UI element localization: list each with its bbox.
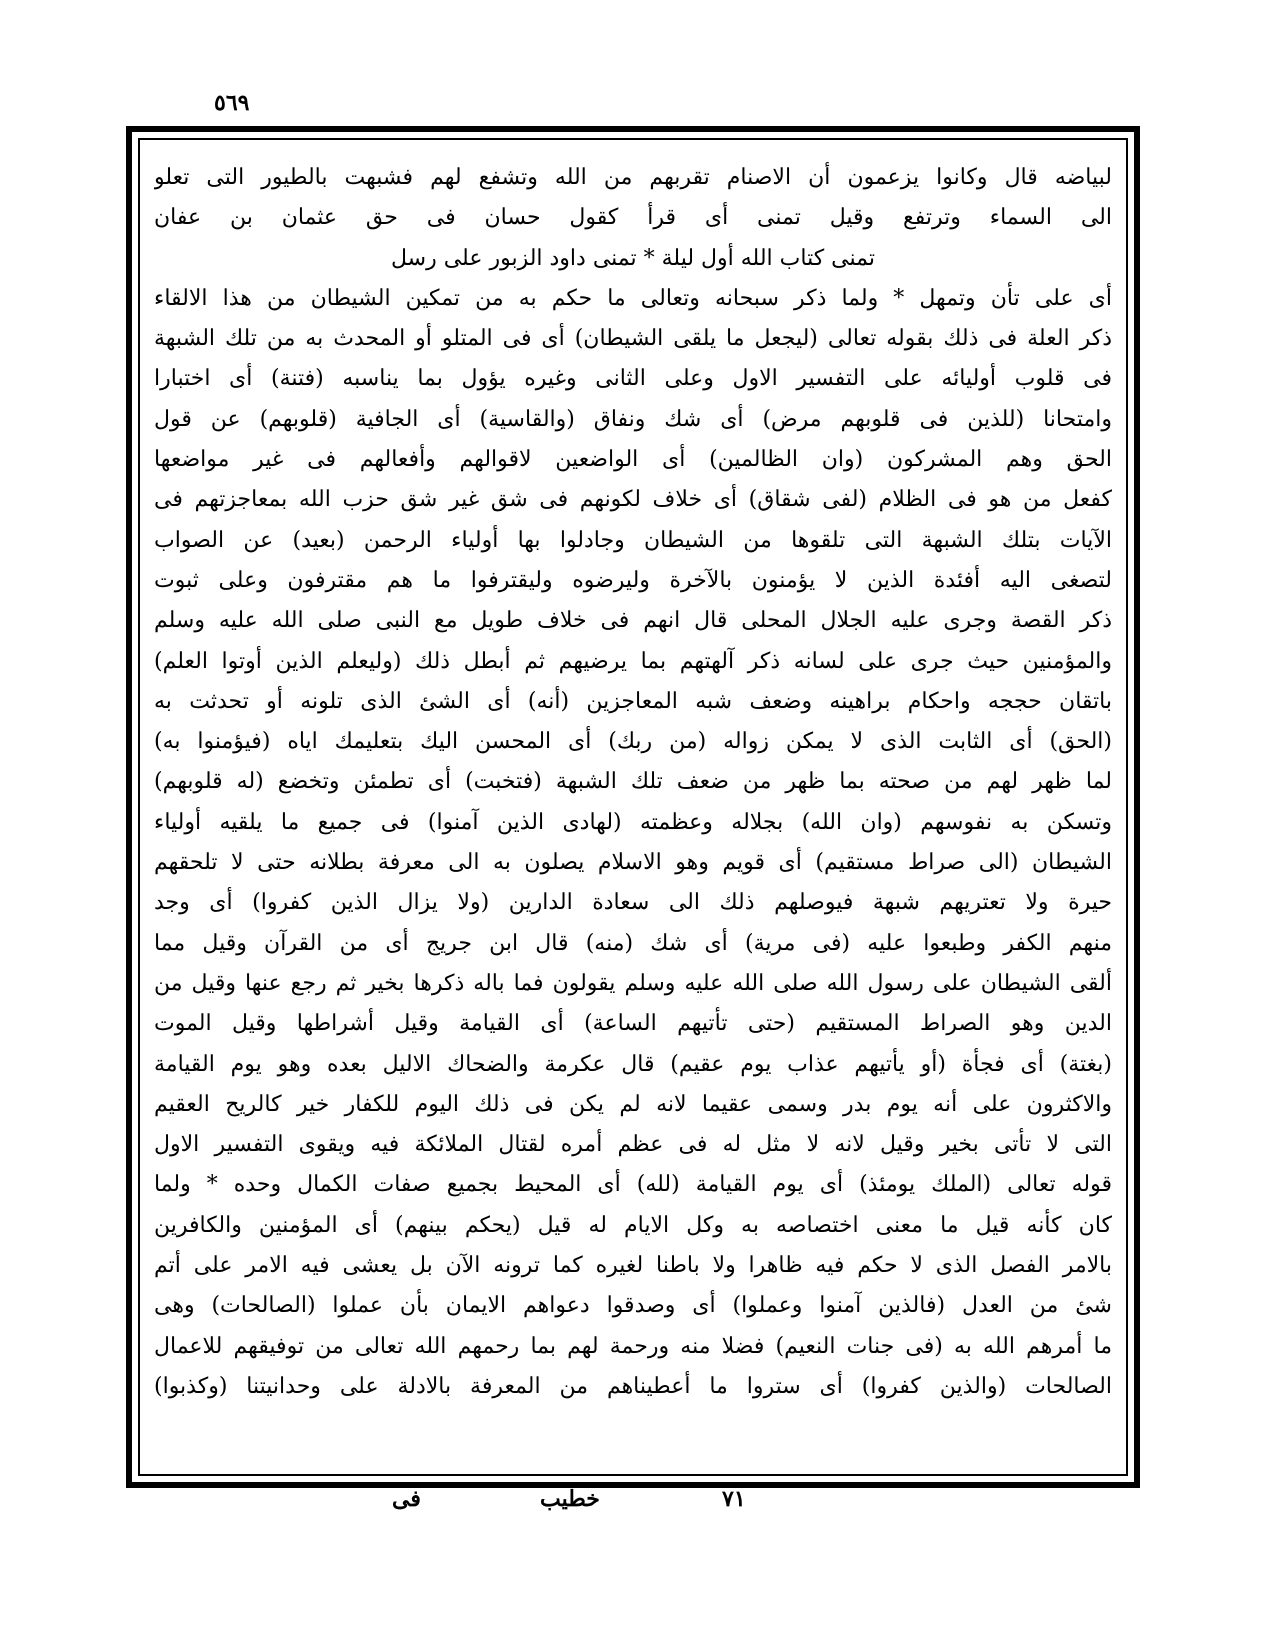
text-line: الدين وهو الصراط المستقيم (حتى تأتيهم الساعة) أى القيامة وقيل أشراطها وقيل الموت: [154, 1011, 1112, 1037]
text-line: الآيات بتلك الشبهة التى تلقوها من الشيطان وجادلوا بها أولياء الرحمن (بعيد) عن الصواب: [154, 527, 1112, 553]
text-line: بالامر الفصل الذى لا حكم فيه ظاهرا ولا باطنا لغيره كما ترونه الآن بل يعشى فيه الامر على أتم: [154, 1253, 1112, 1279]
text-line: كان كأنه قيل ما معنى اختصاصه به وكل الايام له قيل (يحكم بينهم) أى المؤمنين والكافرين: [154, 1212, 1112, 1238]
text-line: شئ من العدل (فالذين آمنوا وعملوا) أى وصدقوا دعواهم الايمان بأن عملوا (الصالحات) وهى: [154, 1293, 1112, 1319]
footer-signature-left: فى: [392, 1486, 421, 1512]
text-line: قوله تعالى (الملك يومئذ) أى يوم القيامة (لله) أى المحيط بجميع صفات الكمال وحده * ولما: [154, 1172, 1112, 1198]
text-line: لتصغى اليه أفئدة الذين لا يؤمنون بالآخرة وليرضوه وليقترفوا ما هم مقترفون وعلى ثبوت: [154, 567, 1112, 593]
text-line: وتسكن به نفوسهم (وان الله) بجلاله وعظمته (لهادى الذين آمنوا) فى جميع ما يلقيه أولياء: [154, 809, 1112, 835]
text-line: ما أمرهم الله به (فى جنات النعيم) فضلا منه ورحمة لهم بما رحمهم الله تعالى من توفيقهم للاعمال: [154, 1333, 1112, 1359]
body-text: [154, 158, 1112, 1464]
text-line: أى على تأن وتمهل * ولما ذكر سبحانه وتعالى ما حكم به من تمكين الشيطان من هذا الالقاء: [154, 285, 1112, 311]
text-line: كفعل من هو فى الظلام (لفى شقاق) أى خلاف لكونهم فى شق غير شق حزب الله بمعاجزتهم فى: [154, 487, 1112, 513]
text-line: ألقى الشيطان على رسول الله صلى الله عليه وسلم يقولون فما باله ذكرها بخير ثم رجع عنها وقيل من: [154, 970, 1112, 996]
page-frame: [126, 126, 1140, 1488]
text-line: وامتحانا (للذين فى قلوبهم مرض) أى شك ونفاق (والقاسية) أى الجافية (قلوبهم) عن قول: [154, 406, 1112, 432]
text-line: والمؤمنين حيث جرى على لسانه ذكر آلهتهم بما يرضيهم ثم أبطل ذلك (وليعلم الذين أوتوا العلم): [154, 648, 1112, 674]
text-line: لما ظهر لهم من صحته بما ظهر من ضعف تلك الشبهة (فتخبت) أى تطمئن وتخضع (له قلوبهم): [154, 769, 1112, 795]
text-line: لبياضه قال وكانوا يزعمون أن الاصنام تقربهم من الله وتشفع لهم فشبهت بالطيور التى تعلو: [154, 165, 1112, 190]
text-line: الى السماء وترتفع وقيل تمنى أى قرأ كقول حسان فى حق عثمان بن عفان: [154, 205, 1112, 231]
text-line: التى لا تأتى بخير وقيل لانه لا مثل له فى عظم أمره لقتال الملائكة فيه ويقوى التفسير الاول: [154, 1132, 1112, 1158]
footer-sheet-number: ٧١: [722, 1486, 746, 1512]
text-line: حيرة ولا تعتريهم شبهة فيوصلهم ذلك الى سعادة الدارين (ولا يزال الذين كفروا) أى وجد: [154, 890, 1112, 916]
text-line: (الحق) أى الثابت الذى لا يمكن زواله (من ربك) أى المحسن اليك بتعليمك اياه (فيؤمنوا به): [154, 729, 1112, 755]
footer-signature-title: خطيب: [540, 1486, 600, 1512]
text-line: (بغتة) أى فجأة (أو يأتيهم عذاب يوم عقيم) قال عكرمة والضحاك الاليل بعده وهو يوم القيامة: [154, 1051, 1112, 1077]
text-line: الحق وهم المشركون (وان الظالمين) أى الواضعين لاقوالهم وأفعالهم فى غير مواضعها: [154, 447, 1112, 473]
text-line: الشيطان (الى صراط مستقيم) أى قويم وهو الاسلام يصلون به الى معرفة بطلانه حتى لا تلحقهم: [154, 850, 1112, 876]
text-line: ذكر القصة وجرى عليه الجلال المحلى قال انهم فى خلاف طويل مع النبى صلى الله عليه وسلم: [154, 608, 1112, 634]
text-line: فى قلوب أوليائه على التفسير الاول وعلى الثانى وغيره يؤول بما يناسبه (فتنة) أى اختبارا: [154, 366, 1112, 392]
poetry-verse: تمنى كتاب الله أول ليلة * تمنى داود الزبور على رسل: [391, 245, 875, 271]
text-line: منهم الكفر وطبعوا عليه (فى مرية) أى شك (منه) قال ابن جريج أى من القرآن وقيل مما: [154, 930, 1112, 956]
text-line: باتقان حججه واحكام براهينه وضعف شبه المعاجزين (أنه) أى الشئ الذى تلونه أو تحدثت به: [154, 688, 1112, 714]
text-line: والاكثرون على أنه يوم بدر وسمى عقيما لانه لم يكن فى ذلك اليوم للكفار خير كالريح العقيم: [154, 1091, 1112, 1117]
text-line: ذكر العلة فى ذلك بقوله تعالى (ليجعل ما يلقى الشيطان) أى فى المتلو أو المحدث به من تلك الشبهة: [154, 326, 1112, 352]
page-footer: [0, 1486, 1275, 1516]
page-number: ٥٦٩: [214, 90, 250, 116]
text-line: الصالحات (والذين كفروا) أى ستروا ما أعطيناهم من المعرفة بالادلة على وحدانيتنا (وكذبوا): [154, 1373, 1112, 1399]
